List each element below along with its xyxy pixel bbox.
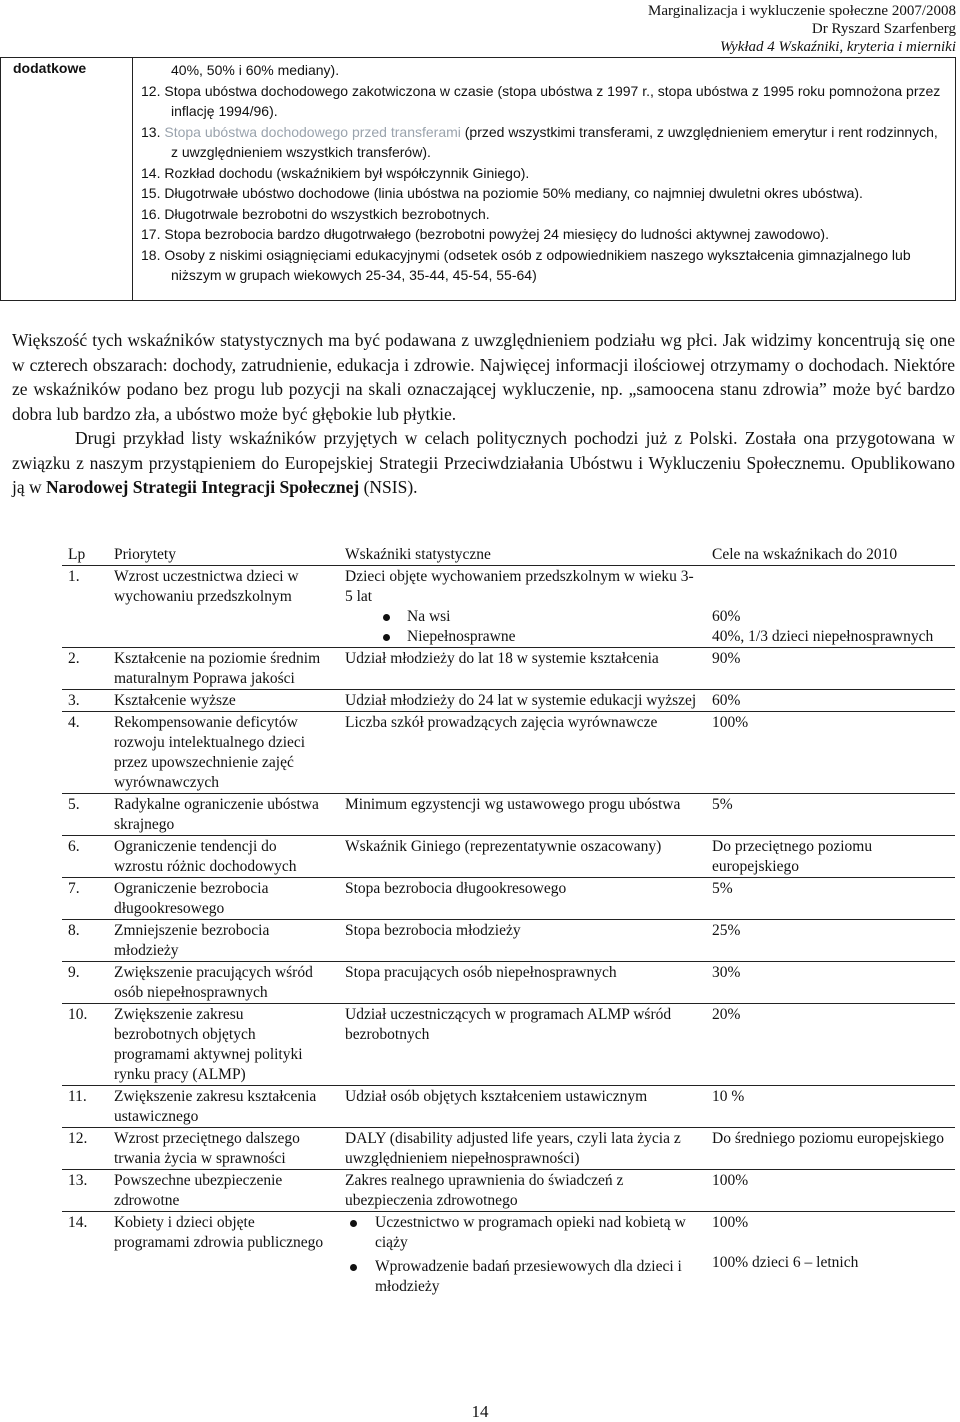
table-cell: Stopa bezrobocia długookresowego (331, 878, 702, 920)
page-number: 14 (471, 1402, 489, 1421)
table-cell: 3. (62, 690, 111, 712)
table-row (62, 1212, 955, 1302)
header-cell: Cele na wskaźnikach do 2010 (712, 546, 898, 563)
table-cell: Wskaźnik Giniego (reprezentatywnie oszacowany) (331, 836, 702, 878)
table-row (62, 1086, 955, 1128)
table-cell: 13. (62, 1170, 111, 1212)
table-cell: Udział uczestniczących w programach ALMP wśród bezrobotnych (331, 1004, 702, 1086)
list-item: 16. Długotrwale bezrobotni do wszystkich bezrobotnych. (141, 205, 490, 222)
table-cell: 30% (702, 962, 955, 1004)
header-lecture: Wykład 4 Wskaźniki, kryteria i mierniki (719, 39, 956, 55)
table-cell: 100% (702, 712, 955, 794)
table-cell: 8. (62, 920, 111, 962)
list-item: 18. Osoby z niskimi osiągnięciami edukacyjnymi (odsetek osób z odpowiednikiem naszego wykształcenia gimnazjalnego lub niższym w grupach wiekowych 25-34, 35-44, 45-54, 55-64) (141, 246, 911, 283)
indicators-table (62, 544, 955, 1301)
table-cell: Do średniego poziomu europejskiego (702, 1128, 955, 1170)
list-item: 14. Rozkład dochodu (wskaźnikiem był współczynnik Giniego). (141, 164, 530, 181)
table-row (62, 962, 955, 1004)
table-cell: 14. (62, 1212, 111, 1302)
table-cell: 60% 40%, 1/3 dzieci niepełnosprawnych (702, 566, 955, 648)
table-cell: 2. (62, 648, 111, 690)
table-cell: 25% (702, 920, 955, 962)
table-row (62, 794, 955, 836)
bullet-list (345, 1213, 699, 1297)
table-row (62, 878, 955, 920)
table-cell: Dzieci objęte wychowaniem przedszkolnym w wieku 3-5 lat Na wsi Niepełnosprawne (331, 566, 702, 648)
table-row (62, 712, 955, 794)
table-cell: Wzrost uczestnictwa dzieci w wychowaniu przedszkolnym (111, 566, 331, 648)
faded-text: Stopa ubóstwa dochodowego przed transferami (164, 123, 461, 140)
table-row (62, 648, 955, 690)
list-item: Uczestnictwo w programach opieki nad kobietą w ciąży (345, 1213, 699, 1253)
table-cell: Powszechne ubezpieczenie zdrowotne (111, 1170, 331, 1212)
table-cell: Kobiety i dzieci objęte programami zdrowia publicznego (111, 1212, 331, 1302)
list-item: Wprowadzenie badań przesiewowych dla dzieci i młodzieży (345, 1257, 699, 1297)
table-cell: 5. (62, 794, 111, 836)
table-row (62, 836, 955, 878)
table-cell: Zmniejszenie bezrobocia młodzieży (111, 920, 331, 962)
table-row (62, 920, 955, 962)
table-cell: Zwiększenie pracujących wśród osób niepełnosprawnych (111, 962, 331, 1004)
table-cell: 100% 100% dzieci 6 – letnich (702, 1212, 955, 1302)
table-cell: 11. (62, 1086, 111, 1128)
table-cell: Udział młodzieży do 24 lat w systemie edukacji wyższej (331, 690, 702, 712)
header-course: Marginalizacja i wykluczenie społeczne 2007/2008 (648, 3, 956, 19)
table-cell: 5% (702, 878, 955, 920)
table-cell: 20% (702, 1004, 955, 1086)
list-continuation: 40%, 50% i 60% mediany). (171, 62, 340, 78)
table-cell: Zakres realnego uprawnienia do świadczeń z ubezpieczenia zdrowotnego (331, 1170, 702, 1212)
table-cell (331, 1212, 702, 1302)
table-cell: 90% (702, 648, 955, 690)
table-cell: 10. (62, 1004, 111, 1086)
bullet-list (345, 607, 699, 647)
indicator-box (0, 57, 956, 301)
table-cell: Stopa pracujących osób niepełnosprawnych (331, 962, 702, 1004)
header-author: Dr Ryszard Szarfenberg (811, 21, 956, 37)
table-cell: 10 % (702, 1086, 955, 1128)
table-cell: 60% (702, 690, 955, 712)
table-cell: Kształcenie na poziomie średnim maturalnym Poprawa jakości (111, 648, 331, 690)
table-cell: 9. (62, 962, 111, 1004)
table-cell: Ograniczenie bezrobocia długookresowego (111, 878, 331, 920)
table-row (62, 566, 955, 648)
table-cell: DALY (disability adjusted life years, czyli lata życia z uwzględnieniem niepełnosprawności) (331, 1128, 702, 1170)
page-header (648, 2, 956, 56)
table-row (62, 1004, 955, 1086)
table-cell: Udział osób objętych kształceniem ustawicznym (331, 1086, 702, 1128)
table-row (62, 690, 955, 712)
box-divider (132, 58, 133, 300)
table-row (62, 1128, 955, 1170)
table-cell: 5% (702, 794, 955, 836)
table-cell: Liczba szkół prowadzących zajęcia wyrównawcze (331, 712, 702, 794)
list-item: 12. Stopa ubóstwa dochodowego zakotwiczona w czasie (stopa ubóstwa z 1997 r., stopa ubóstwa z 1995 roku pomnożona przez inflację 1994/96). (141, 82, 941, 119)
list-item: 15. Długotrwałe ubóstwo dochodowe (linia ubóstwa na poziomie 50% mediany, co najmniej dwuletni okres ubóstwa). (141, 185, 863, 201)
table-cell: Radykalne ograniczenie ubóstwa skrajnego (111, 794, 331, 836)
table-cell: Stopa bezrobocia młodzieży (331, 920, 702, 962)
header-cell: Wskaźniki statystyczne (345, 546, 491, 563)
list-item: 17. Stopa bezrobocia bardzo długotrwałego (bezrobotni powyżej 24 miesięcy do ludności aktywnej zawodowo). (141, 226, 829, 242)
table-cell: Zwiększenie zakresu kształcenia ustawicznego (111, 1086, 331, 1128)
table-cell: 100% (702, 1170, 955, 1212)
table-cell: 1. (62, 566, 111, 648)
table-cell: Udział młodzieży do lat 18 w systemie kształcenia (331, 648, 702, 690)
header-cell: Lp (68, 546, 86, 563)
table-cell: 7. (62, 878, 111, 920)
list-item: Niepełnosprawne (345, 627, 699, 647)
box-label: dodatkowe (13, 60, 87, 76)
table-cell: Minimum egzystencji wg ustawowego progu ubóstwa (331, 794, 702, 836)
table-cell: 4. (62, 712, 111, 794)
table-cell: 12. (62, 1128, 111, 1170)
indicator-list (141, 60, 947, 286)
table-cell: Do przeciętnego poziomu europejskiego (702, 836, 955, 878)
table-row (62, 1170, 955, 1212)
table-cell: Kształcenie wyższe (111, 690, 331, 712)
table-cell: Zwiększenie zakresu bezrobotnych objętych programami aktywnej polityki rynku pracy (ALMP) (111, 1004, 331, 1086)
header-cell: Priorytety (114, 546, 176, 563)
table-header-row (62, 544, 955, 566)
paragraph-1: Większość tych wskaźników statystycznych ma być podawana z uwzględnieniem podziału wg płci. Jak widzimy koncentrują się one w czterech obszarach: dochody, zatrudnienie, edukacja i zdrowie. Najwięcej informacji ilościowej otrzymamy o dochodach. Niektóre ze wskaźników podano bez progu lub pozycji na skali oznaczającej wykluczenie, np. „samoocena stanu zdrowia” może być bardzo dobra lub bardzo zła, a ubóstwo może być głębokie lub płytkie. (12, 330, 955, 424)
paragraph-2: Drugi przykład listy wskaźników przyjętych w celach politycznych pochodzi już z Polski. Została ona przygotowana w związku z naszym przystąpieniem do Europejskiej Strategii Przeciwdziałania Ubóstwu i Wykluczeniu Społecznemu. Opublikowano ją w Narodowej Strategii Integracji Społecznej (NSIS). (12, 428, 955, 497)
table-cell: Ograniczenie tendencji do wzrostu różnic dochodowych (111, 836, 331, 878)
nsis-title: Narodowej Strategii Integracji Społecznej (46, 477, 360, 497)
list-item: 13. Stopa ubóstwa dochodowego przed transferami (przed wszystkimi transferami, z uwzględnieniem emerytur i rent rodzinnych, z uwzględnieniem wszystkich transferów). (141, 123, 938, 160)
list-item: Na wsi (345, 607, 699, 627)
table-cell: Rekompensowanie deficytów rozwoju intelektualnego dzieci przez upowszechnienie zajęć wyrównawczych (111, 712, 331, 794)
body-text (12, 328, 955, 500)
table-cell: Wzrost przeciętnego dalszego trwania życia w sprawności (111, 1128, 331, 1170)
table-cell: 6. (62, 836, 111, 878)
